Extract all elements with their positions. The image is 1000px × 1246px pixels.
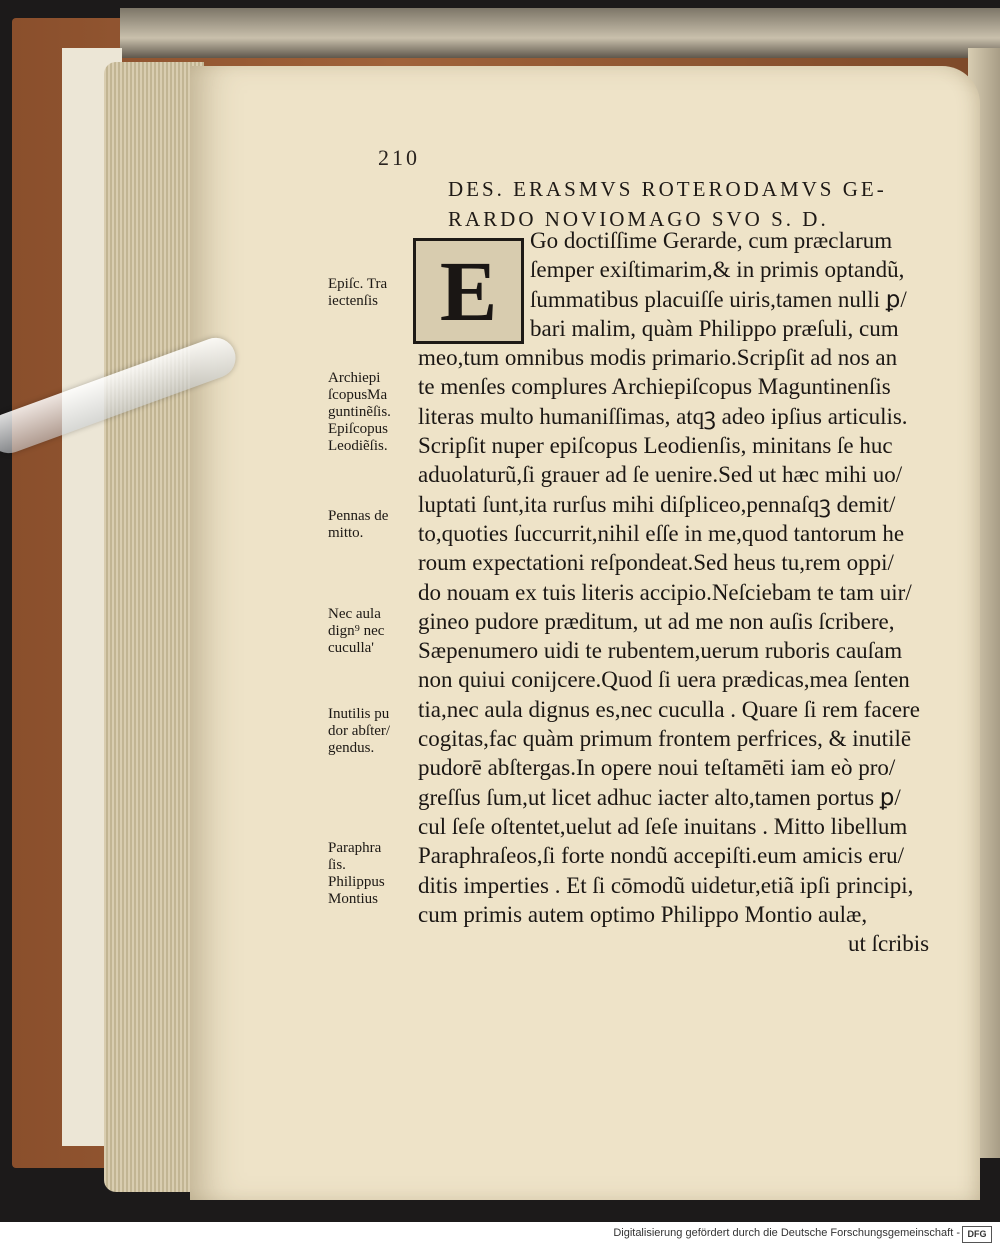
- book-spine-top: [120, 8, 1000, 58]
- marginal-note: [328, 276, 418, 310]
- text-line: Scripſit nuper epiſcopus Leodienſis, minitans ſe huc: [418, 433, 893, 459]
- marginal-note-line: Montius: [328, 891, 379, 907]
- letter-heading: [448, 174, 928, 234]
- text-line: cogitas,fac quàm primum frontem perfrices, & inutilē: [418, 726, 912, 752]
- marginal-note-line: ſis.: [328, 857, 346, 873]
- text-line: cum primis autem optimo Philippo Montio aulæ,: [418, 901, 868, 927]
- text-line: meo,tum omnibus modis primario.Scripſit ad nos an: [418, 345, 898, 371]
- marginal-note: [328, 840, 418, 908]
- text-line: ſemper exiſtimarim,& in primis optandũ,: [530, 257, 905, 283]
- text-line: roum expectationi reſpondeat.Sed heus tu,rem oppi/: [418, 550, 894, 576]
- text-line: tia,nec aula dignus es,nec cuculla . Quare ſi rem facere: [418, 696, 920, 722]
- initial-letter: E: [439, 243, 498, 339]
- text-line: te menſes complures Archiepiſcopus Maguntinenſis: [418, 374, 891, 400]
- marginal-note-line: guntinẽſis.: [328, 404, 391, 420]
- page-edges: [104, 62, 204, 1192]
- text-line: pudorē abſtergas.In opere noui teſtamēti iam eò pro/: [418, 755, 896, 781]
- text-line: luptati ſunt,ita rurſus mihi diſpliceo,pennaſqꝫ demit/: [418, 491, 896, 517]
- heading-line-1: DES. ERASMVS ROTERODAMVS GE-: [448, 177, 887, 201]
- marginal-note-line: dor abſter/: [328, 723, 391, 739]
- attribution-footer: [0, 1222, 1000, 1246]
- body-text: [418, 226, 938, 958]
- text-line: gineo pudore præditum, ut ad me non auſis ſcribere,: [418, 608, 895, 634]
- marginal-note-line: Pennas de: [328, 508, 389, 524]
- heading-line-2: RARDO NOVIOMAGO SVO S. D.: [448, 207, 829, 231]
- marginal-note-line: Archiepi: [328, 370, 381, 386]
- text-line: to,quoties ſuccurrit,nihil eſſe in me,quod tantorum he: [418, 520, 905, 546]
- text-line: bari malim, quàm Philippo præſuli, cum: [530, 315, 899, 341]
- text-line: Go doctiſſime Gerarde, cum præclarum: [530, 228, 893, 253]
- marginal-note-line: Paraphra: [328, 840, 382, 856]
- marginal-note-line: Philippus: [328, 874, 385, 890]
- marginal-note: [328, 606, 418, 657]
- marginal-note-line: Inutilis pu: [328, 706, 390, 722]
- marginal-note-line: mitto.: [328, 525, 364, 541]
- marginal-note-line: iectenſis: [328, 293, 378, 309]
- funding-notice: Digitalisierung gefördert durch die Deutsche Forschungsgemeinschaft -: [613, 1227, 960, 1239]
- text-line: literas multo humaniſſimas, atqꝫ adeo ipſius articulis.: [418, 403, 908, 429]
- text-line: Sæpenumero uidi te rubentem,uerum ruboris cauſam: [418, 638, 903, 664]
- marginal-note-line: Epiſcopus: [328, 421, 388, 437]
- marginal-note-line: Leodiẽſis.: [328, 438, 388, 454]
- dfg-logo: DFG: [962, 1226, 992, 1243]
- text-line: do nouam ex tuis literis accipio.Neſciebam te tam uir/: [418, 579, 912, 605]
- text-line: cul ſeſe oſtentet,uelut ad ſeſe inuitans . Mitto libellum: [418, 813, 908, 839]
- marginal-note-line: gendus.: [328, 740, 375, 756]
- page-number: 210: [378, 145, 420, 170]
- marginal-note-line: dign⁹ nec: [328, 623, 385, 639]
- text-line: aduolaturũ,ſi grauer ad ſe uenire.Sed ut hæc mihi uo/: [418, 462, 903, 488]
- marginal-note-line: cuculla': [328, 640, 375, 656]
- marginal-note: [328, 370, 418, 455]
- marginal-note-line: Nec aula: [328, 606, 381, 622]
- text-line: ſummatibus placuiſſe uiris,tamen nulli ꝑ/: [530, 286, 907, 312]
- text-line: greſſus ſum,ut licet adhuc iacter alto,tamen portus ꝑ/: [418, 784, 901, 810]
- marginal-note-line: Epiſc. Tra: [328, 276, 388, 292]
- marginal-note: [328, 508, 418, 542]
- text-line: ut ſcribis: [848, 931, 930, 957]
- text-line: Paraphraſeos,ſi forte nondũ accepiſti.eum amicis eru/: [418, 843, 905, 869]
- marginal-note-line: ſcopusMa: [328, 387, 388, 403]
- text-line: non quiui conijcere.Quod ſi uera prædicas,mea ſenten: [418, 667, 910, 693]
- text-line: ditis imperties . Et ſi cōmodũ uidetur,etiã ipſi principi,: [418, 872, 914, 898]
- marginal-note: [328, 706, 418, 757]
